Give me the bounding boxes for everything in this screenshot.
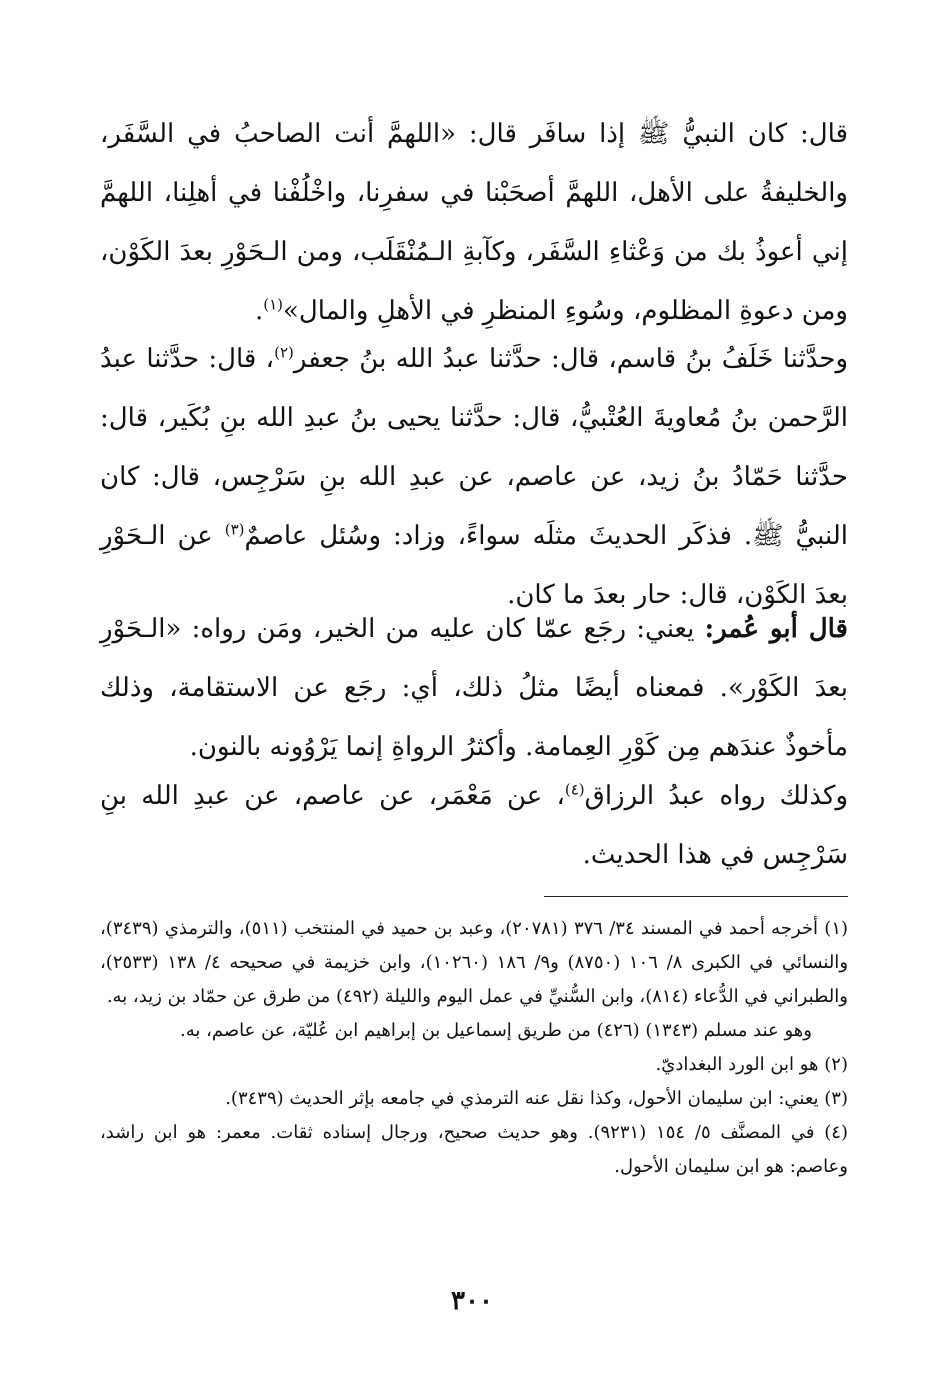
paragraph-2-part-c: عن الـحَوْرِ بعدَ الكَوْن، قال: حار بعدَ ما كان.: [100, 521, 848, 610]
paragraph-2: [100, 330, 848, 625]
footnote-ref-3: (٣): [224, 520, 245, 539]
paragraph-3-lead: قال أبو عُمر:: [704, 614, 848, 644]
footnote-1: (١) أخرجه أحمد في المسند ٣٤/ ٣٧٦ (٢٠٧٨١)، وعبد بن حميد في المنتخب (٥١١)، والترمذي (٣٤٣٩)، والنسائي في الكبرى ٨/ ١٠٦ (٨٧٥٠) و٩/ ١٨٦ (١٠٢٦٠)، وابن خزيمة في صحيحه ٤/ ١٣٨ (٢٥٣٣)، والطبراني في الدُّعاء (٨١٤)، وابن السُّنيِّ في عمل اليوم والليلة (٤٩٢) من طرق عن حمّاد بن زيد، به.: [100, 918, 849, 1007]
paragraph-3-text: يعني: رجَع عمّا كان عليه من الخير، ومَن رواه: «الـحَوْرِ بعدَ الكَوْر». فمعناه أيضًا مثلُ ذلك، أي: رجَع عن الاستقامة، وذلك مأخوذٌ عندَهم مِن كَوْرِ العِمامة. وأكثرُ الرواةِ إنما يَرْوُونه بالنون.: [100, 614, 848, 762]
paragraph-4-part-b: ، عن مَعْمَر، عن عاصم، عن عبدِ الله بنِ سَرْجِس في هذا الحديث.: [100, 781, 848, 870]
paragraph-4: [100, 767, 848, 885]
paragraph-2-part-a: وحدَّثنا خَلَفُ بنُ قاسم، قال: حدَّثنا عبدُ الله بنُ جعفر: [293, 344, 848, 374]
paragraph-3: [100, 600, 848, 777]
footnote-3: (٣) يعني: ابن سليمان الأحول، وكذا نقل عنه الترمذي في جامعه بإثر الحديث (٣٤٣٩).: [225, 1088, 848, 1109]
footnote-separator: [544, 896, 848, 897]
footnote-ref-4: (٤): [564, 780, 585, 799]
footnote-ref-1: (١): [263, 295, 283, 314]
footnote-ref-2: (٢): [274, 343, 294, 362]
page-number: ٣٠٠: [451, 1286, 493, 1316]
paragraph-1: [100, 105, 848, 341]
footnote-1-continuation: وهو عند مسلم (١٣٤٣) (٤٢٦) من طريق إسماعيل بن إبراهيم ابن عُليّة، عن عاصم، به.: [179, 1020, 812, 1041]
footnotes: [100, 912, 848, 1184]
paragraph-4-part-a: وكذلك رواه عبدُ الرزاق: [584, 781, 848, 811]
paragraph-1-end: .: [254, 296, 264, 326]
footnote-2: (٢) هو ابن الورد البغداديّ.: [655, 1054, 848, 1075]
footnote-4: (٤) في المصنَّف ٥/ ١٥٤ (٩٢٣١). وهو حديث صحيح، ورجال إسناده ثقات. معمر: هو ابن راشد، وعاصم: هو ابن سليمان الأحول.: [100, 1122, 848, 1177]
paragraph-1-text: قال: كان النبيُّ ﷺ إذا سافَر قال: «اللهمَّ أنت الصاحبُ في السَّفَر، والخليفةُ على الأهل، اللهمَّ أصحَبْنا في سفرِنا، واخْلُفْنا في أهلِنا، اللهمَّ إني أعوذُ بك من وَعْثاءِ السَّفَر، وكآبةِ الـمُنْقَلَب، ومن الـحَوْرِ بعدَ الكَوْن، ومن دعوةِ المظلوم، وسُوءِ المنظرِ في الأهلِ والمال»: [100, 119, 848, 326]
paragraph-2-part-b: ، قال: حدَّثنا عبدُ الرَّحمن بنُ مُعاويةَ العُتْبيُّ، قال: حدَّثنا يحيى بنُ عبدِ الله بنِ بُكَير، قال: حدَّثنا حَمّادُ بنُ زيد، عن عاصم، عن عبدِ الله بنِ سَرْجِس، قال: كان النبيُّ ﷺ. فذكَر الحديثَ مثلَه سواءً، وزاد: وسُئل عاصمٌ: [100, 344, 848, 551]
